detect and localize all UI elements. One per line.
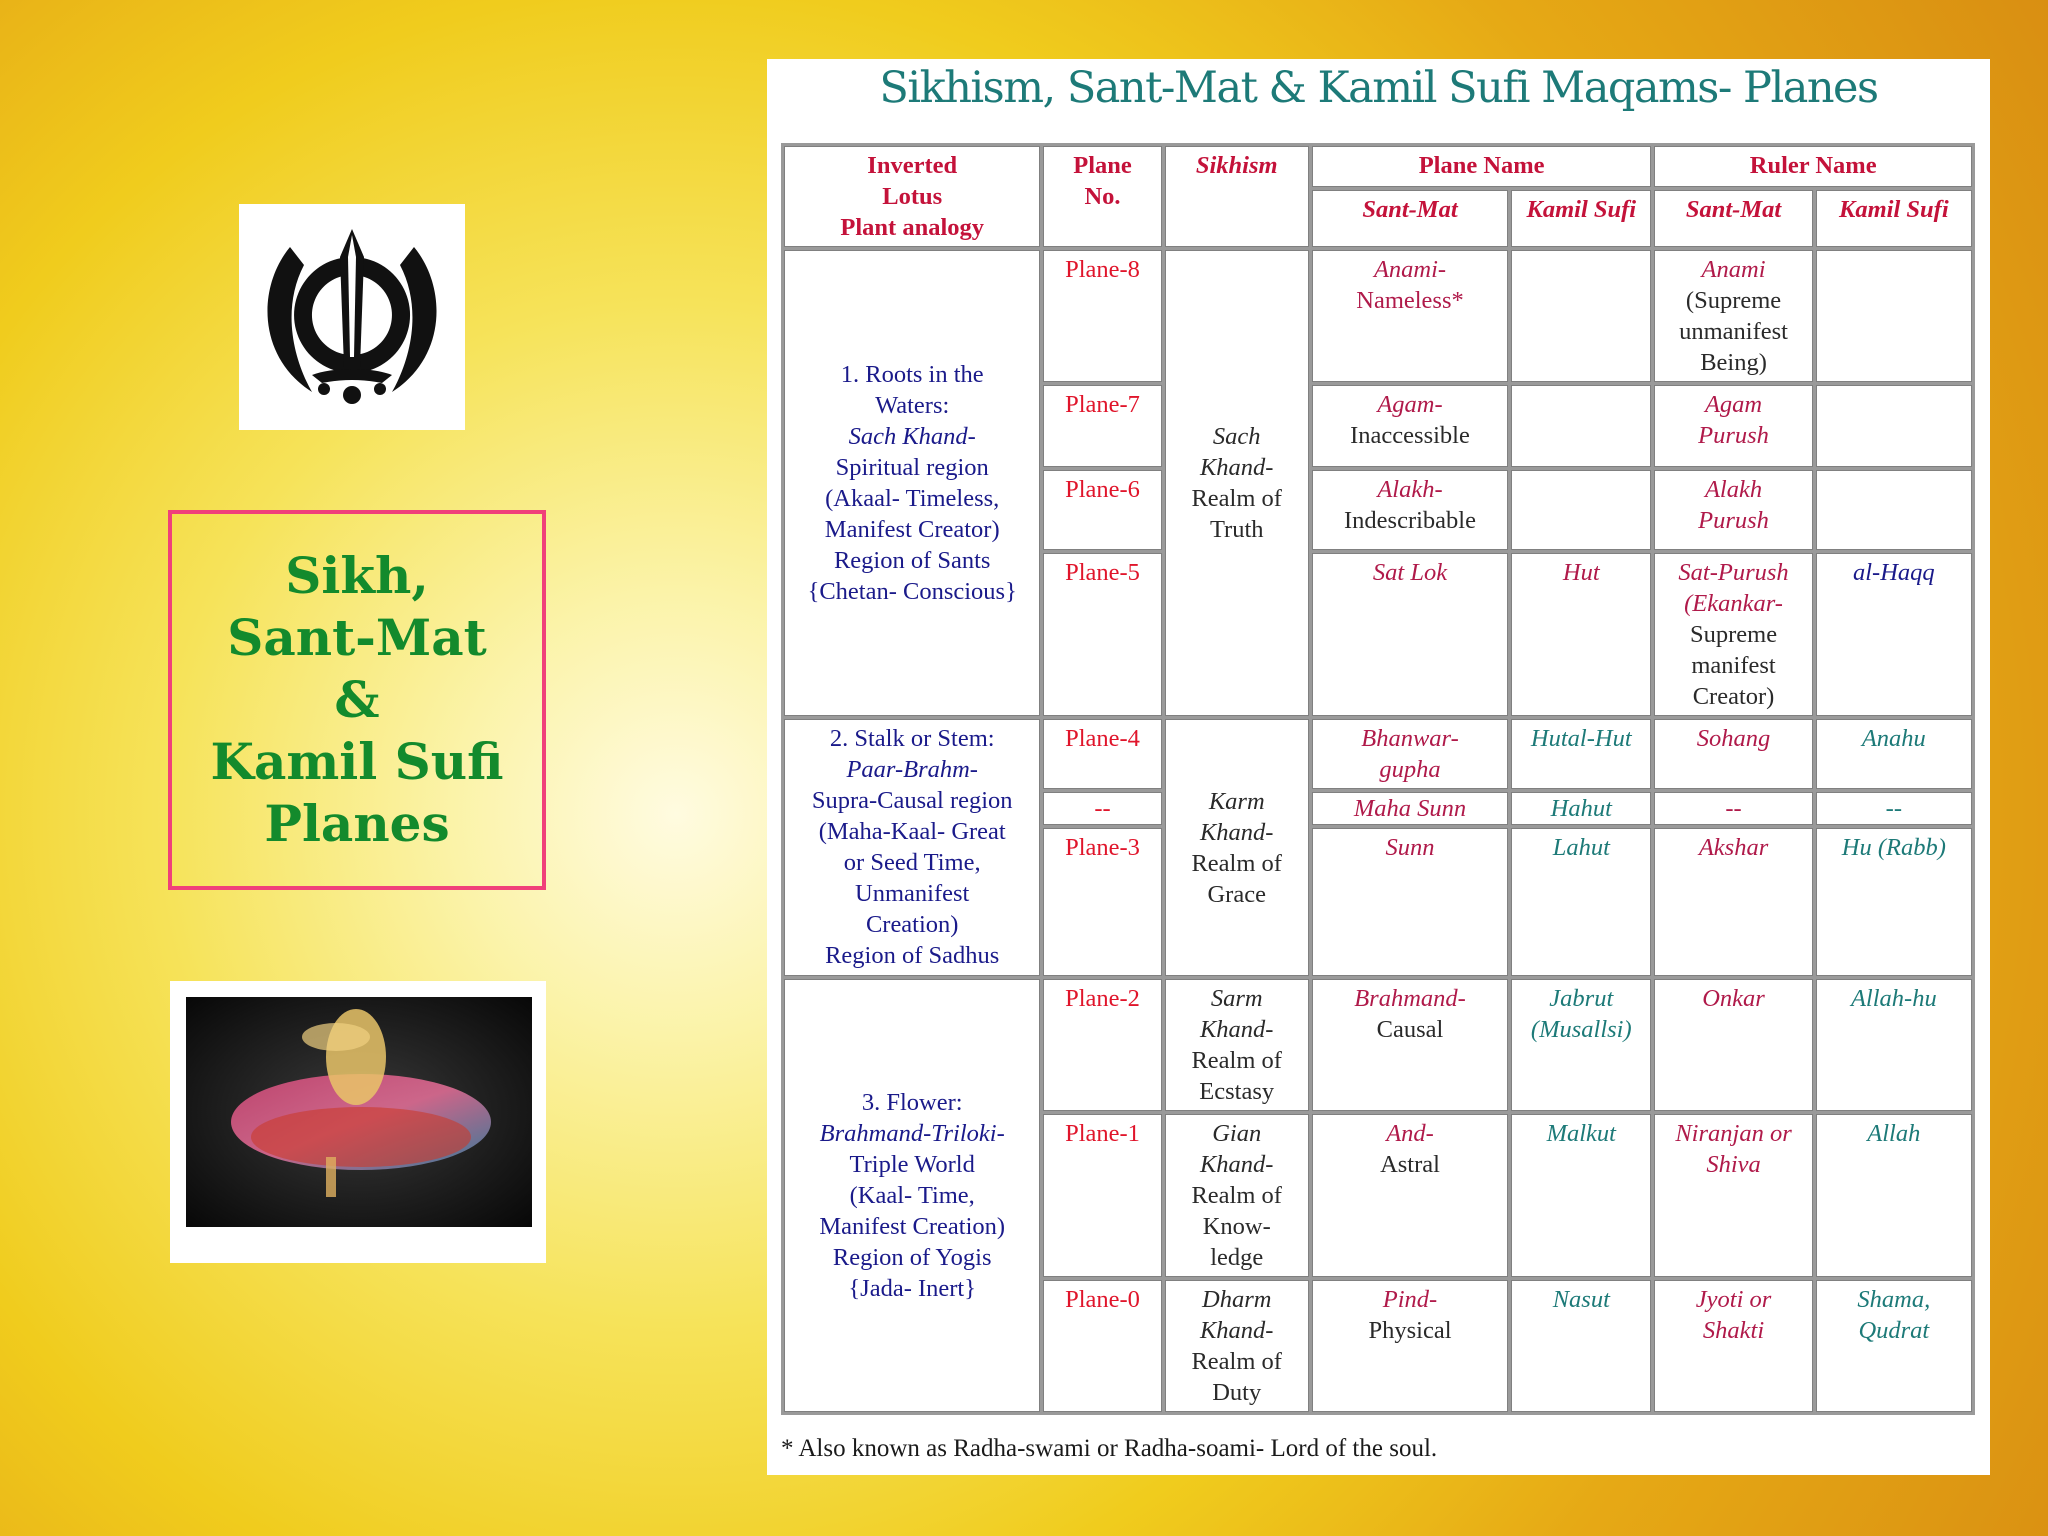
table-panel: [767, 59, 1990, 1475]
plane-name-sant-mat: Bhanwar- gupha: [1312, 719, 1508, 789]
plane-name-sant-mat: Anami- Nameless*: [1312, 250, 1508, 382]
plane-number: Plane-6: [1043, 470, 1161, 550]
header-sikhism: Sikhism: [1165, 146, 1309, 247]
plane-name-kamil-sufi: Jabrut (Musallsi): [1511, 979, 1651, 1111]
ruler-name-kamil-sufi: Allah-hu: [1816, 979, 1972, 1111]
table-row: [784, 250, 1972, 382]
khanda-image: [239, 204, 465, 430]
ruler-name-sant-mat: Jyoti or Shakti: [1654, 1280, 1812, 1412]
header-plane-no: Plane No.: [1043, 146, 1161, 247]
ruler-name-kamil-sufi: Allah: [1816, 1114, 1972, 1277]
plane-name-kamil-sufi: Lahut: [1511, 828, 1651, 976]
plane-name-sant-mat: Alakh- Indescribable: [1312, 470, 1508, 550]
plane-number: Plane-0: [1043, 1280, 1161, 1412]
table-title: Sikhism, Sant-Mat & Kamil Sufi Maqams- Planes: [879, 63, 1878, 113]
ruler-name-sant-mat: Sohang: [1654, 719, 1812, 789]
slide-title-line: Sant-Mat: [227, 608, 487, 667]
ruler-name-kamil-sufi: al-Haqq: [1816, 553, 1972, 716]
ruler-name-kamil-sufi: --: [1816, 792, 1972, 825]
sikhism-cell-sarm-khand: Sarm Khand- Realm of Ecstasy: [1165, 979, 1309, 1111]
plane-name-kamil-sufi: Hahut: [1511, 792, 1651, 825]
ruler-name-sant-mat: Agam Purush: [1654, 385, 1812, 467]
header-plane-sant-mat: Sant-Mat: [1312, 190, 1508, 247]
ruler-name-sant-mat: Niranjan or Shiva: [1654, 1114, 1812, 1277]
ruler-name-sant-mat: Onkar: [1654, 979, 1812, 1111]
table-row: [784, 979, 1972, 1111]
ruler-name-sant-mat: Anami (Supreme unmanifest Being): [1654, 250, 1812, 382]
header-lotus: Inverted Lotus Plant analogy: [784, 146, 1040, 247]
header-ruler-name: Ruler Name: [1654, 146, 1972, 187]
dancer-image: [186, 997, 532, 1227]
sikhism-cell-gian-khand: Gian Khand- Realm of Know- ledge: [1165, 1114, 1309, 1277]
plane-name-sant-mat: Agam- Inaccessible: [1312, 385, 1508, 467]
footnote: * Also known as Radha-swami or Radha-soami- Lord of the soul.: [781, 1435, 1438, 1462]
ruler-name-sant-mat: Akshar: [1654, 828, 1812, 976]
plane-name-sant-mat: Sunn: [1312, 828, 1508, 976]
slide-title-box: [168, 510, 546, 890]
header-plane-name: Plane Name: [1312, 146, 1652, 187]
plane-number: Plane-3: [1043, 828, 1161, 976]
plane-name-kamil-sufi: Nasut: [1511, 1280, 1651, 1412]
plane-name-kamil-sufi: Hutal-Hut: [1511, 719, 1651, 789]
plane-name-kamil-sufi: Malkut: [1511, 1114, 1651, 1277]
planes-table: [781, 143, 1975, 1415]
plane-number: Plane-1: [1043, 1114, 1161, 1277]
slide-title-line: &: [334, 670, 380, 729]
sikhism-cell-karm-khand: Karm Khand- Realm of Grace: [1165, 719, 1309, 976]
ruler-name-sant-mat: --: [1654, 792, 1812, 825]
plane-number: Plane-7: [1043, 385, 1161, 467]
header-ruler-sant-mat: Sant-Mat: [1654, 190, 1812, 247]
lotus-cell-roots: 1. Roots in the Waters: Sach Khand- Spiritual region (Akaal- Timeless, Manifest Creator) Region of Sants {Chetan- Conscious}: [784, 250, 1040, 716]
ruler-name-kamil-sufi: Hu (Rabb): [1816, 828, 1972, 976]
slide-title-line: Planes: [264, 794, 450, 853]
plane-name-sant-mat: And- Astral: [1312, 1114, 1508, 1277]
sikhism-cell-dharm-khand: Dharm Khand- Realm of Duty: [1165, 1280, 1309, 1412]
ruler-name-kamil-sufi: Shama, Qudrat: [1816, 1280, 1972, 1412]
slide-title-line: Sikh,: [285, 546, 429, 605]
plane-name-sant-mat: Pind- Physical: [1312, 1280, 1508, 1412]
ruler-name-kamil-sufi: [1816, 250, 1972, 382]
khanda-icon: [252, 217, 452, 417]
plane-name-kamil-sufi: [1511, 385, 1651, 467]
plane-number: Plane-5: [1043, 553, 1161, 716]
plane-number: --: [1043, 792, 1161, 825]
sikhism-cell-sach-khand: Sach Khand- Realm of Truth: [1165, 250, 1309, 716]
plane-number: Plane-4: [1043, 719, 1161, 789]
lotus-cell-flower: 3. Flower: Brahmand-Triloki- Triple World (Kaal- Time, Manifest Creation) Region of Yogis {Jada- Inert}: [784, 979, 1040, 1412]
ruler-name-kamil-sufi: [1816, 385, 1972, 467]
ruler-name-sant-mat: Alakh Purush: [1654, 470, 1812, 550]
plane-name-kamil-sufi: [1511, 250, 1651, 382]
slide-title-line: Kamil Sufi: [210, 732, 504, 791]
plane-name-kamil-sufi: [1511, 470, 1651, 550]
whirling-dervish-photo: [170, 981, 546, 1263]
ruler-name-kamil-sufi: [1816, 470, 1972, 550]
table-row: [784, 719, 1972, 789]
ruler-name-sant-mat: Sat-Purush (Ekankar- Supreme manifest Creator): [1654, 553, 1812, 716]
header-plane-kamil-sufi: Kamil Sufi: [1511, 190, 1651, 247]
lotus-cell-stalk: 2. Stalk or Stem: Paar-Brahm- Supra-Causal region (Maha-Kaal- Great or Seed Time, Unmanifest Creation) Region of Sadhus: [784, 719, 1040, 976]
plane-name-sant-mat: Brahmand- Causal: [1312, 979, 1508, 1111]
plane-number: Plane-8: [1043, 250, 1161, 382]
plane-name-sant-mat: Maha Sunn: [1312, 792, 1508, 825]
plane-number: Plane-2: [1043, 979, 1161, 1111]
ruler-name-kamil-sufi: Anahu: [1816, 719, 1972, 789]
header-ruler-kamil-sufi: Kamil Sufi: [1816, 190, 1972, 247]
plane-name-kamil-sufi: Hut: [1511, 553, 1651, 716]
plane-name-sant-mat: Sat Lok: [1312, 553, 1508, 716]
